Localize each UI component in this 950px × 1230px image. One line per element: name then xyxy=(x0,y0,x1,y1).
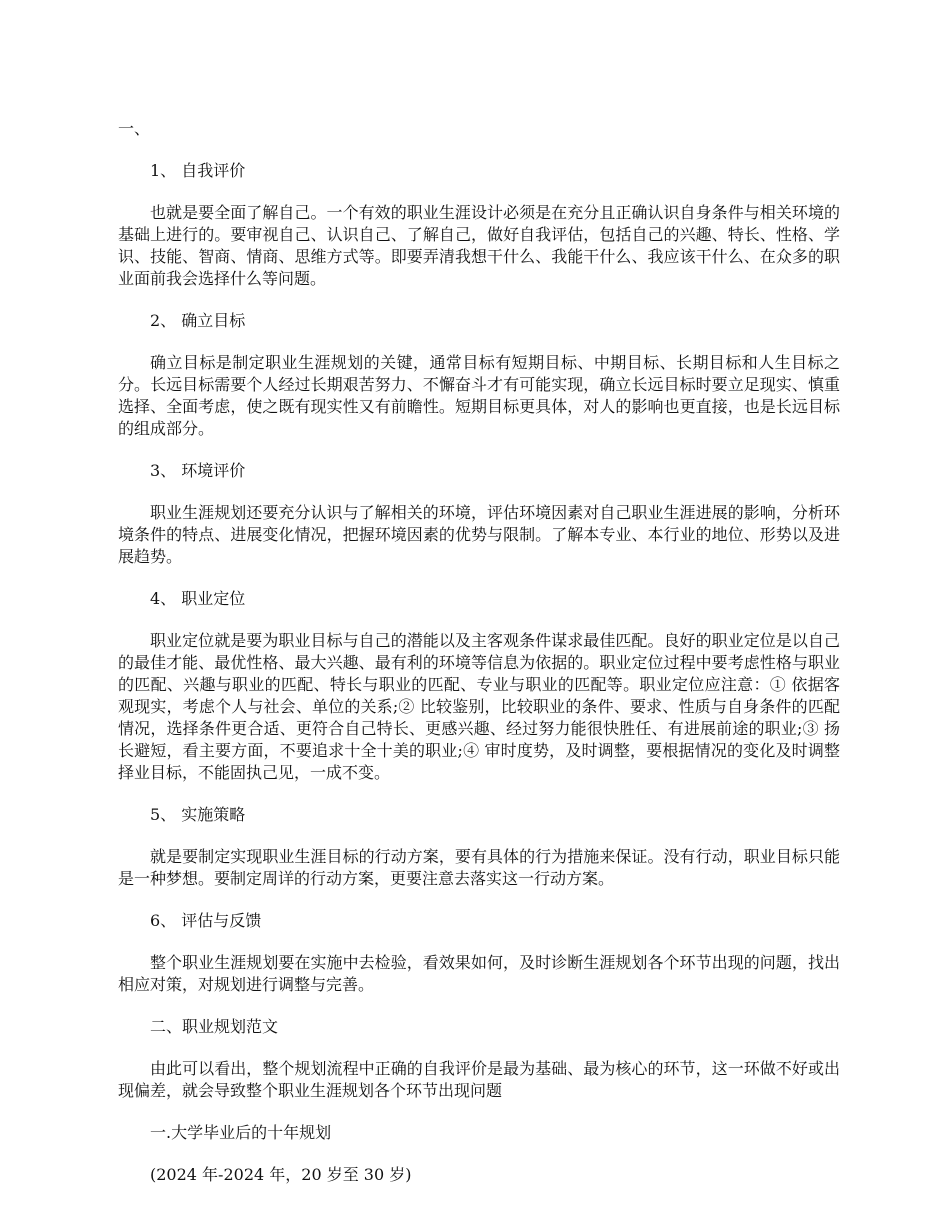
section-heading: 5、 实施策略 xyxy=(150,805,246,824)
section-number: 一、 xyxy=(118,119,151,138)
section-heading: 3、 环境评价 xyxy=(150,461,246,480)
body-paragraph: 由此可以看出，整个规划流程中正确的自我评价是最为基础、最为核心的环节，这一环做不好或出现偏差，就会导致整个职业生涯规划各个环节出现问题 xyxy=(118,1059,840,1100)
body-paragraph: 就是要制定实现职业生涯目标的行动方案，要有具体的行为措施来保证。没有行动，职业目标只能是一种梦想。要制定周详的行动方案，更要注意去落实这一行动方案。 xyxy=(118,847,840,888)
section-heading: 6、 评估与反馈 xyxy=(150,911,262,930)
section-heading: 二、职业规划范文 xyxy=(150,1017,279,1036)
section-heading: 2、 确立目标 xyxy=(150,311,246,330)
section-heading: 一.大学毕业后的十年规划 xyxy=(150,1123,332,1142)
section-heading: 4、 职业定位 xyxy=(150,589,246,608)
body-paragraph: 职业生涯规划还要充分认识与了解相关的环境，评估环境因素对自己职业生涯进展的影响，分析环境条件的特点、进展变化情况，把握环境因素的优势与限制。了解本专业、本行业的地位、形势以及进展趋势。 xyxy=(118,503,840,566)
body-paragraph: 确立目标是制定职业生涯规划的关键，通常目标有短期目标、中期目标、长期目标和人生目标之分。长远目标需要个人经过长期艰苦努力、不懈奋斗才有可能实现，确立长远目标时要立足现实、慎重选择、全面考虑，使之既有现实性又有前瞻性。短期目标更具体，对人的影响也更直接，也是长远目标的组成部分。 xyxy=(118,353,840,438)
document-body xyxy=(118,160,840,1186)
body-paragraph: 职业定位就是要为职业目标与自己的潜能以及主客观条件谋求最佳匹配。良好的职业定位是以自己的最佳才能、最优性格、最大兴趣、最有利的环境等信息为依据的。职业定位过程中要考虑性格与职业的匹配、兴趣与职业的匹配、特长与职业的匹配、专业与职业的匹配等。职业定位应注意：① 依据客观现实，考虑个人与社会、单位的关系;② 比较鉴别，比较职业的条件、要求、性质与自身条件的匹配情况，选择条件更合适、更符合自己特长、更感兴趣、经过努力能很快胜任、有进展前途的职业;③ 扬长避短，看主要方面，不要追求十全十美的职业;④ 审时度势，及时调整，要根据情况的变化及时调整择业目标，不能固执己见，一成不变。 xyxy=(118,631,840,782)
section-heading: (2024 年-2024 年，20 岁至 30 岁) xyxy=(150,1165,412,1184)
body-paragraph: 也就是要全面了解自己。一个有效的职业生涯设计必须是在充分且正确认识自身条件与相关环境的基础上进行的。要审视自己、认识自己、了解自己，做好自我评估，包括自己的兴趣、特长、性格、学识、技能、智商、情商、思维方式等。即要弄清我想干什么、我能干什么、我应该干什么、在众多的职业面前我会选择什么等问题。 xyxy=(118,203,840,288)
section-heading: 1、 自我评价 xyxy=(150,161,246,180)
body-paragraph: 整个职业生涯规划要在实施中去检验，看效果如何，及时诊断生涯规划各个环节出现的问题，找出相应对策，对规划进行调整与完善。 xyxy=(118,953,840,994)
